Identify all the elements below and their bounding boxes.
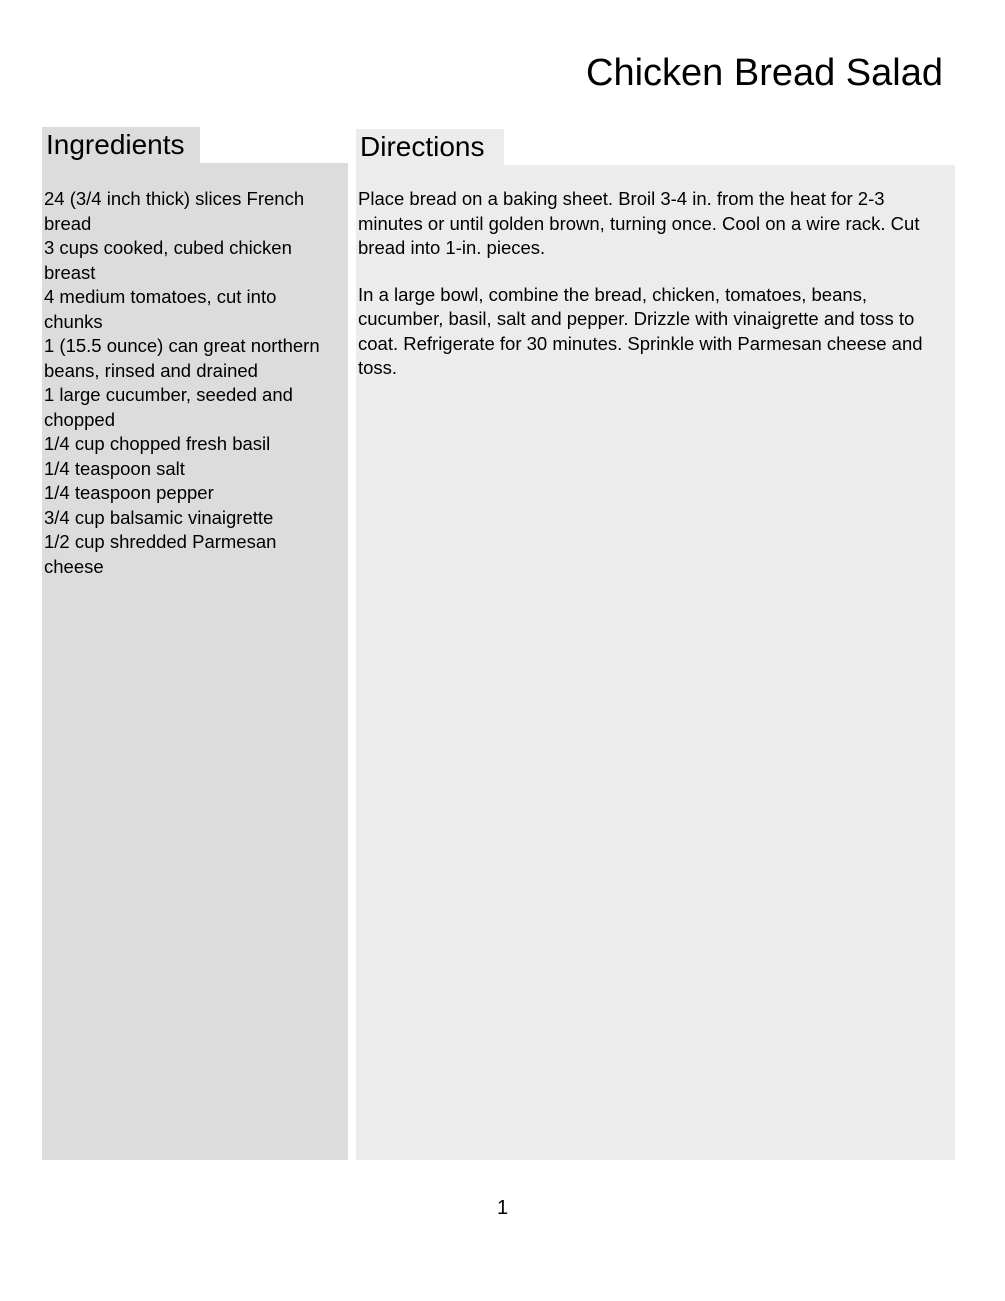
ingredient-item: 1 (15.5 ounce) can great northern beans, rinsed and drained	[44, 335, 320, 381]
directions-heading: Directions	[356, 129, 504, 165]
page-number: 1	[496, 1197, 509, 1219]
ingredient-item: 1/2 cup shredded Parmesan cheese	[44, 531, 277, 577]
ingredients-heading: Ingredients	[42, 127, 200, 163]
directions-panel	[356, 165, 955, 1160]
ingredient-item: 1 large cucumber, seeded and chopped	[44, 384, 293, 430]
ingredients-panel	[42, 163, 348, 1160]
ingredient-item: 4 medium tomatoes, cut into chunks	[44, 286, 277, 332]
direction-step: In a large bowl, combine the bread, chicken, tomatoes, beans, cucumber, basil, salt and pepper. Drizzle with vinaigrette and toss to coat. Refrigerate for 30 minutes. Sprinkle with Parmesan cheese and toss.	[358, 283, 923, 378]
ingredient-item: 1/4 cup chopped fresh basil	[44, 433, 271, 454]
ingredient-list	[44, 187, 340, 579]
ingredient-item: 24 (3/4 inch thick) slices French bread	[44, 188, 305, 234]
ingredient-item: 3/4 cup balsamic vinaigrette	[44, 506, 274, 528]
page-title: Chicken Bread Salad	[586, 52, 943, 94]
ingredient-item: 1/4 teaspoon salt	[44, 457, 185, 479]
ingredient-item: 3 cups cooked, cubed chicken breast	[44, 237, 292, 283]
ingredient-item: 1/4 teaspoon pepper	[44, 482, 214, 503]
direction-step: Place bread on a baking sheet. Broil 3-4 in. from the heat for 2-3 minutes or until golden brown, turning once. Cool on a wire rack. Cut bread into 1-in. pieces.	[358, 188, 920, 258]
